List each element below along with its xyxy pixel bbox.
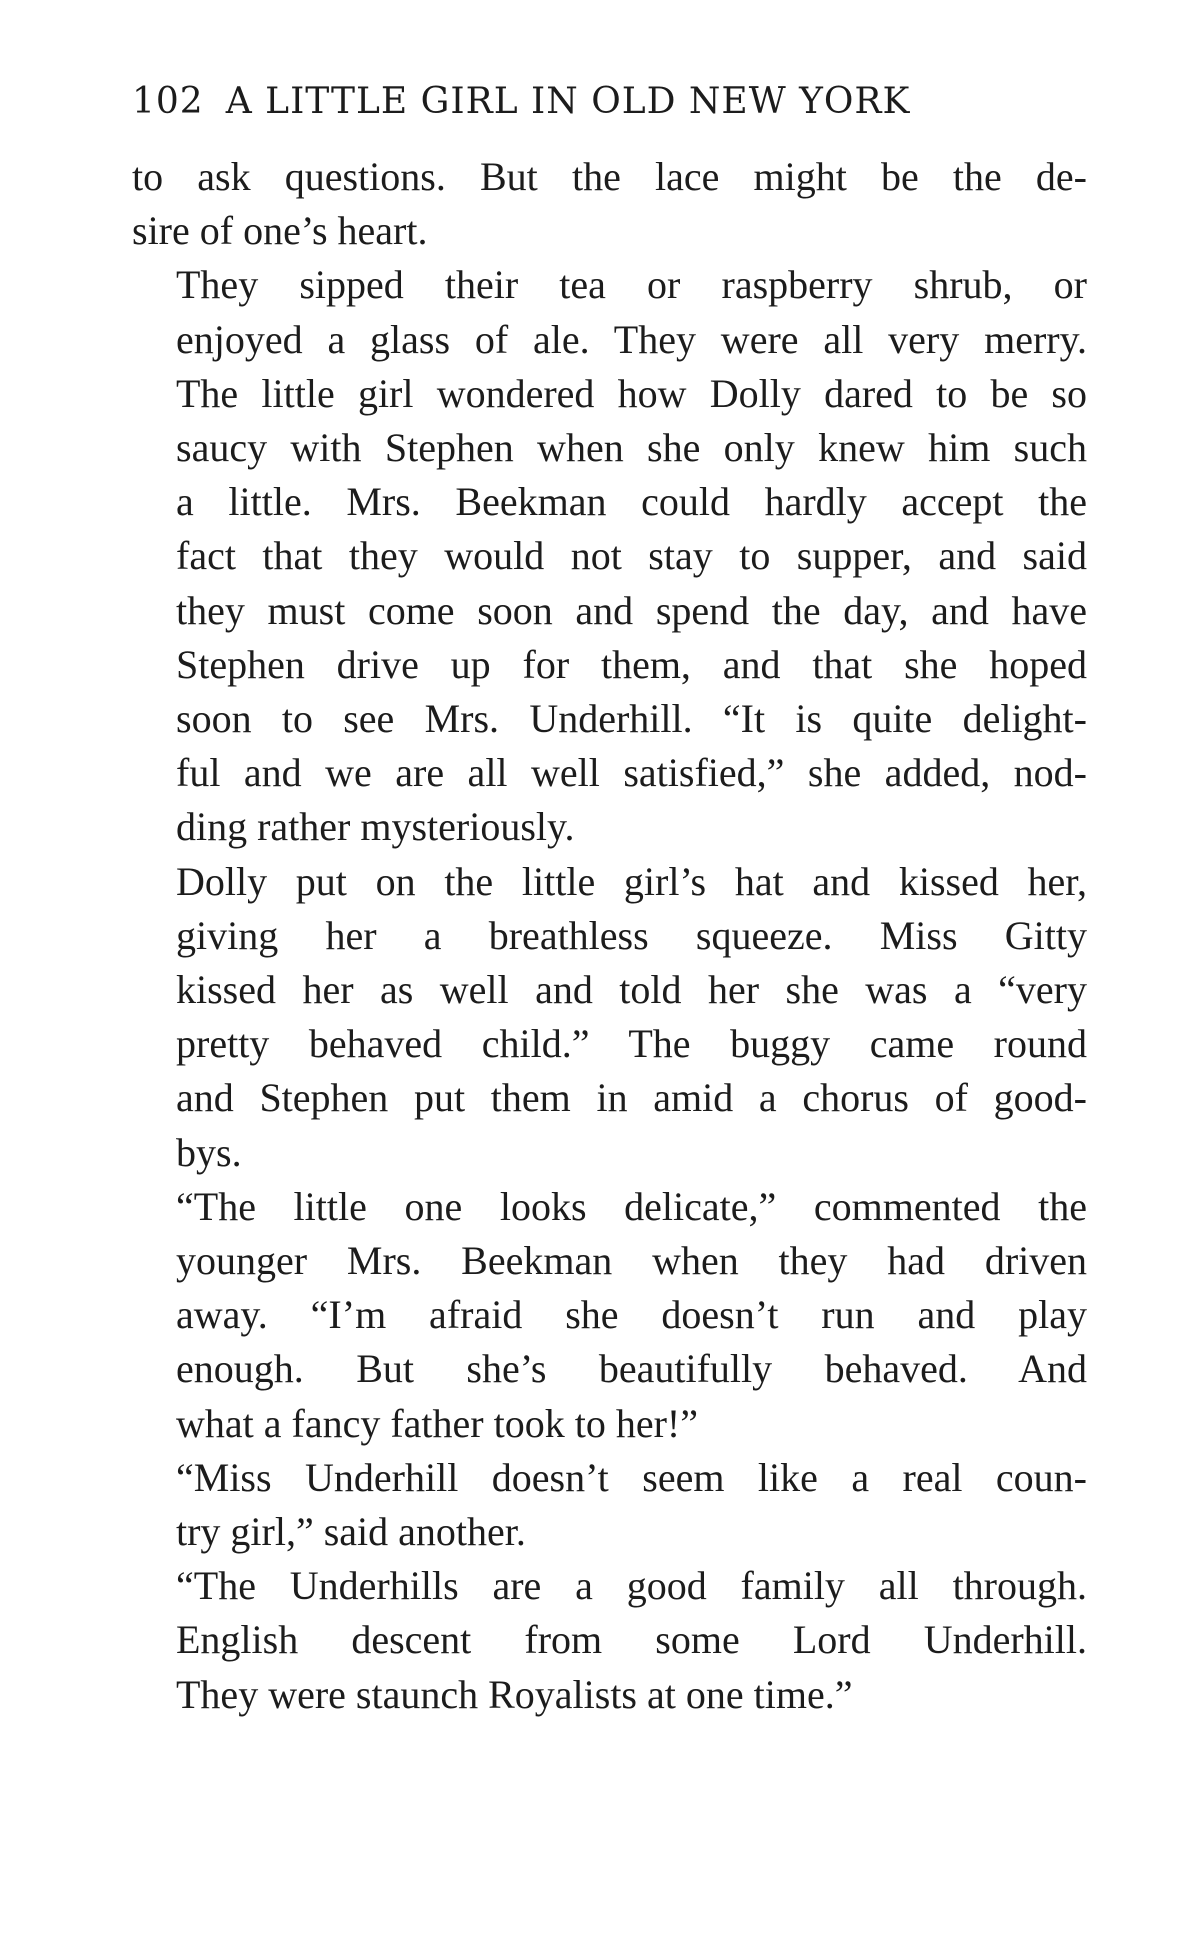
text-line: pretty behaved child.” The buggy came round [176, 1021, 1087, 1067]
paragraph [132, 1180, 1087, 1451]
text-line: to ask questions. But the lace might be the de- [132, 154, 1087, 199]
text-line: Stephen drive up for them, and that she hoped [176, 641, 1087, 687]
text-line: Dolly put on the little girl’s hat and kissed her, [176, 858, 1087, 904]
text-line: The little girl wondered how Dolly dared to be so [176, 370, 1087, 416]
text-line: ding rather mysteriously. [176, 804, 575, 850]
running-header [132, 80, 1087, 124]
page-number: 102 [132, 81, 204, 122]
text-line: giving her a breathless squeeze. Miss Gitty [176, 912, 1087, 958]
text-line: “The Underhills are a good family all through. [176, 1563, 1087, 1609]
paragraph [132, 855, 1087, 1180]
book-page [132, 80, 1087, 1722]
text-line: enough. But she’s beautifully behaved. And [176, 1346, 1087, 1392]
text-line: “The little one looks delicate,” commented the [176, 1183, 1087, 1229]
text-line: “Miss Underhill doesn’t seem like a real coun- [176, 1454, 1087, 1500]
paragraph [132, 1559, 1087, 1722]
text-line: they must come soon and spend the day, and have [176, 587, 1087, 633]
text-line: a little. Mrs. Beekman could hardly accept the [176, 479, 1087, 525]
text-line: soon to see Mrs. Underhill. “It is quite delight- [176, 696, 1087, 742]
text-line: saucy with Stephen when she only knew him such [176, 425, 1087, 471]
text-line: sire of one’s heart. [132, 208, 428, 254]
running-title: A LITTLE GIRL IN OLD NEW YORK [225, 81, 911, 122]
text-line: enjoyed a glass of ale. They were all very merry. [176, 316, 1087, 362]
text-line: ful and we are all well satisfied,” she added, nod- [176, 750, 1087, 796]
text-line: and Stephen put them in amid a chorus of good- [176, 1075, 1087, 1121]
text-line: younger Mrs. Beekman when they had driven [176, 1238, 1087, 1284]
text-line: kissed her as well and told her she was a “very [176, 967, 1087, 1013]
text-line: They were staunch Royalists at one time.” [176, 1671, 853, 1717]
paragraph [132, 1451, 1087, 1559]
text-line: bys. [176, 1129, 242, 1175]
text-line: fact that they would not stay to supper, and said [176, 533, 1087, 579]
body-text [132, 150, 1087, 1722]
text-line: They sipped their tea or raspberry shrub, or [176, 262, 1087, 308]
text-line: what a fancy father took to her!” [176, 1400, 698, 1446]
text-line: English descent from some Lord Underhill. [176, 1617, 1087, 1663]
paragraph [132, 258, 1087, 854]
text-line: away. “I’m afraid she doesn’t run and play [176, 1292, 1087, 1338]
text-line: try girl,” said another. [176, 1509, 526, 1555]
paragraph [132, 150, 1087, 258]
